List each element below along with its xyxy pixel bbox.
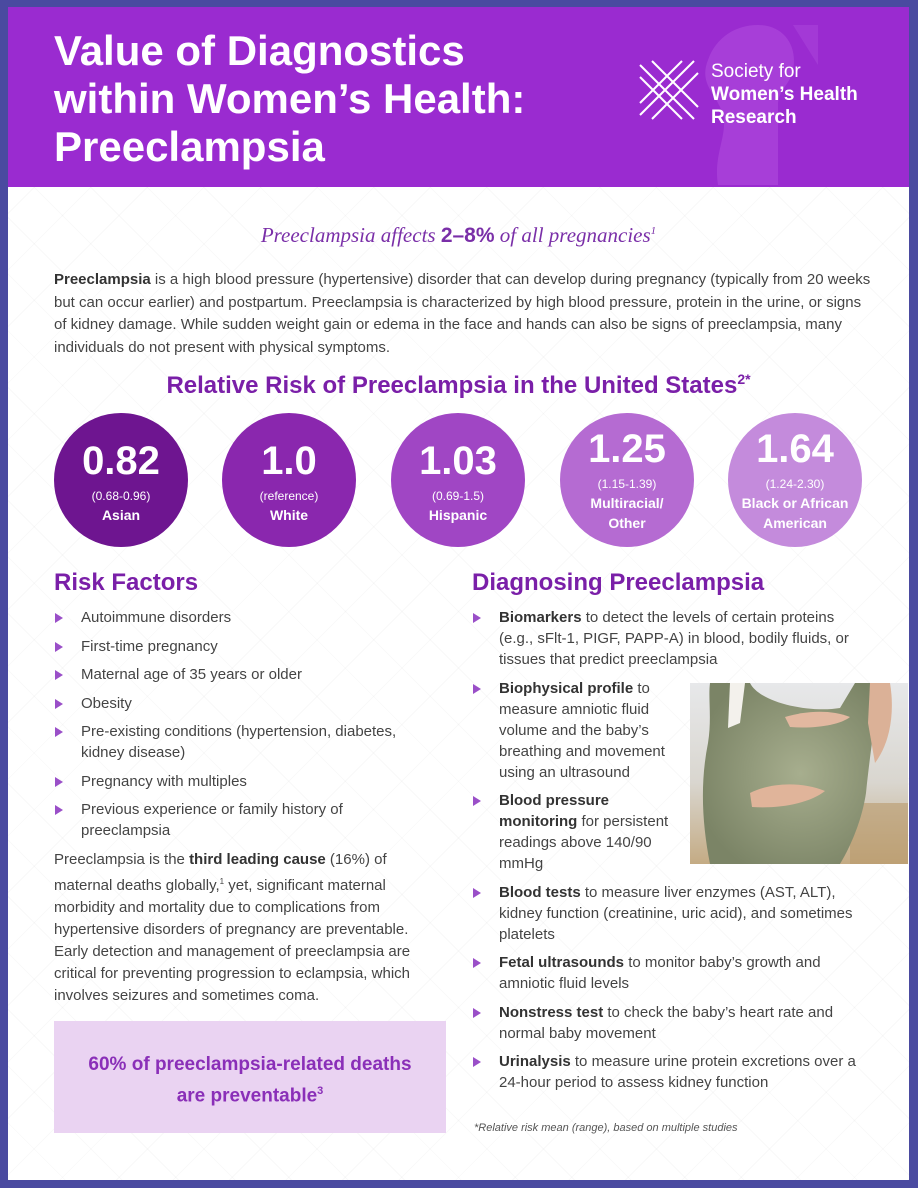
- risk-factor-text: Autoimmune disorders: [81, 609, 232, 626]
- intro-text: is a high blood pressure (hypertensive) disorder that can develop during pregnancy (typically from 20 weeks but can occur earlier) and postpartum. Preeclampsia is characterized by high blood pressure, protein in the urine, or signs of kidney damage. While sudden weight gain or edema in the face and hands can also be signs of preeclampsia, many individuals do not present with physical symptoms.: [54, 271, 871, 356]
- page-title: [54, 27, 614, 171]
- tagline: [8, 223, 909, 248]
- risk-range: (reference): [259, 489, 319, 503]
- risk-factor-text: Pregnancy with multiples: [81, 772, 247, 790]
- risk-range: (0.68-0.96): [91, 489, 151, 503]
- bullet-triangle-icon: [55, 699, 63, 709]
- risk-circle: [54, 413, 188, 547]
- risk-factors-paragraph: [54, 849, 444, 1007]
- risk-factor-item: [54, 771, 434, 792]
- risk-circle: [222, 413, 356, 547]
- logo-line-3: Research: [711, 107, 797, 128]
- tagline-highlight: 2–8%: [440, 224, 495, 247]
- diagnostic-description: to measure amniotic fluid volume and the baby’s breathing and movement using an ultrasound: [499, 679, 665, 781]
- risk-group: [728, 493, 862, 533]
- risk-factor-text: Previous experience or family history of preeclampsia: [81, 801, 343, 839]
- risk-factor-item: [54, 607, 434, 628]
- header-banner: [8, 7, 909, 187]
- logo-line-1: Society for: [711, 61, 801, 82]
- risk-circle: [560, 413, 694, 547]
- risk-factor-text: Obesity: [81, 694, 132, 712]
- relative-risk-title-ref: 2*: [737, 371, 751, 387]
- risk-group-line-1: White: [269, 507, 309, 523]
- diagnostic-description: to monitor baby’s growth and amniotic fluid levels: [499, 954, 821, 992]
- footnote: *Relative risk mean (range), based on multiple studies: [474, 1122, 738, 1134]
- bullet-triangle-icon: [55, 670, 63, 680]
- swhr-crosshatch-logo-icon: [636, 57, 702, 123]
- bullet-triangle-icon: [473, 796, 481, 806]
- risk-factor-item: [54, 799, 434, 841]
- tagline-post: of all pregnancies: [494, 223, 651, 247]
- title-line-1: Value of Diagnostics: [54, 27, 465, 74]
- risk-range: (1.24-2.30): [765, 477, 825, 491]
- risk-factor-text: Maternal age of 35 years or older: [81, 666, 302, 683]
- risk-group-line-2: Other: [608, 515, 646, 531]
- risk-range: (0.69-1.5): [431, 489, 485, 503]
- risk-factor-item: [54, 664, 434, 685]
- logo-wordmark: [711, 60, 858, 129]
- risk-group-line-2: American: [763, 515, 827, 531]
- preventable-callout: [54, 1021, 446, 1133]
- bullet-triangle-icon: [473, 613, 481, 623]
- diagnostic-item: [472, 1051, 872, 1093]
- tagline-ref: 1: [650, 225, 657, 237]
- para-pre: Preeclampsia is the: [54, 851, 190, 868]
- callout-ref: 3: [317, 1085, 324, 1097]
- logo-line-2: Women’s Health: [711, 84, 858, 105]
- diagnostic-description: to measure liver enzymes (AST, ALT), kidney function (creatinine, uric acid), and sometimes platelets: [499, 883, 853, 943]
- diagnostic-name: Blood tests: [499, 883, 581, 901]
- para-post: yet, significant maternal morbidity and mortality due to complications from hypertensive disorders of pregnancy are preventable. Early detection and management of preeclampsia are critical for preventing progression to eclampsia, which involves seizures and sometimes coma.: [54, 877, 411, 1004]
- tagline-pre: Preeclampsia affects: [260, 223, 441, 247]
- risk-factor-item: [54, 693, 434, 714]
- diagnostic-name: Fetal ultrasounds: [499, 954, 625, 971]
- risk-group: [222, 505, 356, 525]
- diagnostic-name: Blood pressure monitoring: [499, 792, 610, 830]
- risk-range: (1.15-1.39): [597, 477, 657, 491]
- risk-factors-list: [54, 607, 434, 849]
- risk-value: 1.25: [588, 427, 666, 471]
- risk-circle: [391, 413, 525, 547]
- risk-group: [54, 505, 188, 525]
- diagnostic-description: for persistent readings above 140/90 mmHg: [499, 813, 669, 872]
- risk-value: 1.0: [261, 439, 317, 483]
- risk-factor-item: [54, 636, 434, 657]
- para-bold: third leading cause: [189, 851, 326, 868]
- diagnostic-name: Urinalysis: [499, 1053, 571, 1070]
- pregnant-belly-photo: [690, 683, 908, 864]
- diagnostic-name: Biomarkers: [499, 609, 582, 626]
- bullet-triangle-icon: [473, 1057, 481, 1067]
- diagnostic-item: [472, 1002, 872, 1044]
- bullet-triangle-icon: [55, 613, 63, 623]
- diagnostic-description: to check the baby’s heart rate and normal baby movement: [499, 1003, 834, 1042]
- diagnostic-name: Nonstress test: [499, 1003, 604, 1021]
- diagnostic-item: [472, 882, 872, 945]
- diagnostic-description: to detect the levels of certain proteins (e.g., sFlt-1, PIGF, PAPP-A) in blood, bodily fluids, or tissues that predict preeclampsia: [499, 609, 849, 668]
- risk-factor-text: Pre-existing conditions (hypertension, diabetes, kidney disease): [81, 723, 397, 761]
- risk-factor-text: First-time pregnancy: [81, 637, 218, 655]
- fact-sheet-page: [8, 7, 909, 1180]
- risk-value: 0.82: [82, 439, 160, 483]
- bullet-triangle-icon: [473, 958, 481, 968]
- para-mid: (16%) of maternal deaths globally,: [54, 851, 387, 894]
- risk-factors-heading: Risk Factors: [54, 569, 199, 596]
- title-line-2: within Women’s Health:: [54, 75, 526, 122]
- diagnostic-item: [472, 952, 872, 994]
- risk-group-line-1: Asian: [101, 507, 141, 523]
- diagnostic-item: [472, 607, 872, 670]
- bullet-triangle-icon: [55, 777, 63, 787]
- bullet-triangle-icon: [55, 727, 63, 737]
- intro-paragraph: [54, 269, 874, 359]
- bullet-triangle-icon: [473, 684, 481, 694]
- diagnostic-item: [472, 678, 690, 783]
- risk-value: 1.64: [756, 427, 834, 471]
- risk-group-line-1: Black or African: [741, 495, 849, 511]
- diagnostic-item: [472, 790, 690, 874]
- intro-term: Preeclampsia: [54, 271, 151, 288]
- bullet-triangle-icon: [473, 888, 481, 898]
- risk-group-line-1: Hispanic: [428, 507, 488, 523]
- risk-value: 1.03: [419, 439, 497, 483]
- diagnostic-description: to measure urine protein excretions over a 24-hour period to assess kidney function: [499, 1053, 856, 1091]
- diagnosing-heading: Diagnosing Preeclampsia: [472, 569, 765, 596]
- risk-group-line-1: Multiracial/: [590, 495, 664, 511]
- bullet-triangle-icon: [473, 1008, 481, 1018]
- risk-group: [560, 493, 694, 533]
- relative-risk-title: [8, 371, 909, 400]
- callout-line-1: 60% of preeclampsia-related deaths: [88, 1054, 412, 1075]
- risk-circle: [728, 413, 862, 547]
- para-ref: 1: [219, 877, 225, 886]
- relative-risk-title-text: Relative Risk of Preeclampsia in the United States: [166, 372, 738, 399]
- bullet-triangle-icon: [55, 642, 63, 652]
- title-line-3: Preeclampsia: [54, 123, 325, 170]
- diagnostic-name: Biophysical profile: [499, 679, 634, 697]
- callout-line-2: are preventable: [176, 1085, 318, 1107]
- risk-group: [391, 505, 525, 525]
- risk-factor-item: [54, 721, 434, 763]
- bullet-triangle-icon: [55, 805, 63, 815]
